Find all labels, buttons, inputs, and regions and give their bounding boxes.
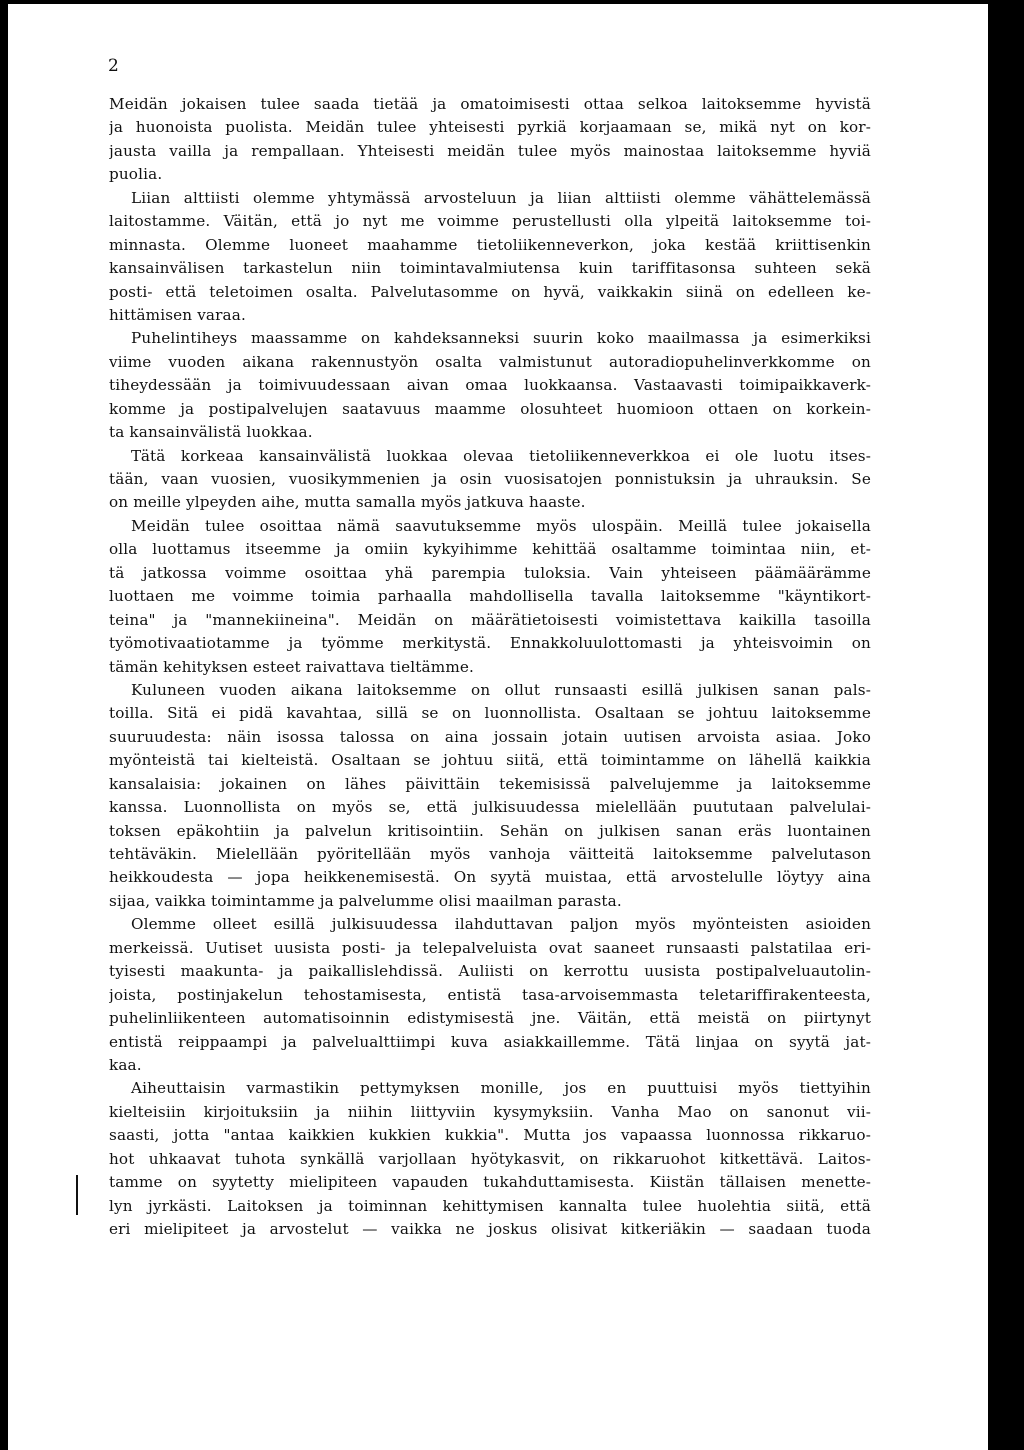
scan-border-right xyxy=(988,18,1004,1450)
text-line: posti- että teletoimen osalta. Palvelutasomme on hyvä, vaikkakin siinä on edelleen ke- xyxy=(109,282,871,301)
text-line: myönteistä tai kielteistä. Osaltaan se johtuu siitä, että toimintamme on lähellä kaikkia xyxy=(109,751,871,770)
text-line: kansainvälisen tarkastelun niin toimintavalmiutensa kuin tariffitasonsa suhteen sekä xyxy=(109,259,871,278)
text-line: lyn jyrkästi. Laitoksen ja toiminnan kehittymisen kannalta tulee huolehtia siitä, että xyxy=(109,1196,871,1215)
text-line: tään, vaan vuosien, vuosikymmenien ja osin vuosisatojen ponnistuksin ja uhrauksin. Se xyxy=(109,470,871,488)
text-line: olla luottamus itseemme ja omiin kykyihimme kehittää osaltamme toimintaa niin, et- xyxy=(109,540,871,559)
text-line: tehtäväkin. Mielellään pyöritellään myös vanhoja väitteitä laitoksemme palvelutason xyxy=(109,845,871,863)
text-line: Aiheuttaisin varmastikin pettymyksen monille, jos en puuttuisi myös tiettyihin xyxy=(131,1079,871,1098)
text-line: on meille ylpeyden aihe, mutta samalla myös jatkuva haaste. xyxy=(109,493,586,512)
text-line: tyisesti maakunta- ja paikallislehdissä. Auliisti on kerrottu uusista postipalveluautolin- xyxy=(109,962,871,981)
text-line: sijaa, vaikka toimintamme ja palvelumme olisi maailman parasta. xyxy=(109,891,622,910)
text-line: puolia. xyxy=(109,165,163,184)
text-line: viime vuoden aikana rakennustyön osalta valmistunut autoradiopuhelinverkkomme on xyxy=(109,352,871,371)
text-line: Kuluneen vuoden aikana laitoksemme on ollut runsaasti esillä julkisen sanan pals- xyxy=(131,680,871,699)
text-line: luottaen me voimme toimia parhaalla mahdollisella tavalla laitoksemme "käyntikort- xyxy=(109,587,871,606)
text-line: tiheydessään ja toimivuudessaan aivan omaa luokkaansa. Vastaavasti toimipaikkaverk- xyxy=(109,376,871,395)
text-line: eri mielipiteet ja arvostelut — vaikka ne joskus olisivat kitkeriäkin — saadaan tuoda xyxy=(109,1220,871,1238)
text-line: saasti, jotta "antaa kaikkien kukkien kukkia". Mutta jos vapaassa luonnossa rikkaruo- xyxy=(109,1126,871,1145)
text-line: kaa. xyxy=(109,1055,142,1074)
text-line: työmotivaatiotamme ja työmme merkitystä. Ennakkoluulottomasti ja yhteisvoimin on xyxy=(109,634,871,653)
text-line: joista, postinjakelun tehostamisesta, entistä tasa-arvoisemmasta teletariffirakenteesta, xyxy=(109,985,871,1004)
text-line: Liian alttiisti olemme yhtymässä arvosteluun ja liian alttiisti olemme vähättelemässä xyxy=(131,188,871,207)
text-line: hittämisen varaa. xyxy=(109,305,246,324)
body-text xyxy=(109,93,871,1241)
text-line: entistä reippaampi ja palvelualttiimpi kuva asiakkaillemme. Tätä linjaa on syytä jat- xyxy=(109,1032,871,1051)
text-line: merkeissä. Uutiset uusista posti- ja telepalveluista ovat saaneet runsaasti palstatilaa eri- xyxy=(109,938,871,957)
text-line: hot uhkaavat tuhota synkällä varjollaan hyötykasvit, on rikkaruohot kitkettävä. Laitos- xyxy=(109,1149,871,1168)
text-line: tämän kehityksen esteet raivattava tieltämme. xyxy=(109,657,474,676)
page-number: 2 xyxy=(108,56,119,76)
text-line: laitostamme. Väitän, että jo nyt me voimme perustellusti olla ylpeitä laitoksemme toi- xyxy=(109,212,871,231)
text-line: Tätä korkeaa kansainvälistä luokkaa olevaa tietoliikenneverkkoa ei ole luotu itses- xyxy=(131,446,871,465)
text-line: suuruudesta: näin isossa talossa on aina jossain jotain uutisen arvoista asiaa. Joko xyxy=(109,727,871,746)
text-line: toksen epäkohtiin ja palvelun kritisointiin. Sehän on julkisen sanan eräs luontainen xyxy=(109,821,871,840)
text-line: Meidän jokaisen tulee saada tietää ja omatoimisesti ottaa selkoa laitoksemme hyvistä xyxy=(109,95,871,113)
text-line: tamme on syytetty mielipiteen vapauden tukahduttamisesta. Kiistän tällaisen menette- xyxy=(109,1173,871,1192)
text-line: minnasta. Olemme luoneet maahamme tietoliikenneverkon, joka kestää kriittisenkin xyxy=(109,235,871,254)
text-line: kielteisiin kirjoituksiin ja niihin liittyviin kysymyksiin. Vanha Mao on sanonut vii- xyxy=(109,1102,871,1121)
text-line: kansalaisia: jokainen on lähes päivittäin tekemisissä palvelujemme ja laitoksemme xyxy=(109,774,871,793)
text-line: Olemme olleet esillä julkisuudessa ilahduttavan paljon myös myönteisten asioiden xyxy=(131,915,871,934)
text-line: teina" ja "mannekiineina". Meidän on määrätietoisesti voimistettava kaikilla tasoilla xyxy=(109,610,871,629)
text-line: ta kansainvälistä luokkaa. xyxy=(109,423,313,442)
scan-border-left xyxy=(0,0,8,1450)
text-line: jausta vailla ja rempallaan. Yhteisesti meidän tulee myös mainostaa laitoksemme hyviä xyxy=(109,141,871,160)
text-line: Meidän tulee osoittaa nämä saavutuksemme myös ulospäin. Meillä tulee jokaisella xyxy=(131,516,871,535)
text-line: tä jatkossa voimme osoittaa yhä parempia tuloksia. Vain yhteiseen päämäärämme xyxy=(109,563,871,582)
text-line: kanssa. Luonnollista on myös se, että julkisuudessa mielellään puututaan palvelulai- xyxy=(109,798,871,817)
text-line: ja huonoista puolista. Meidän tulee yhteisesti pyrkiä korjaamaan se, mikä nyt on kor- xyxy=(109,118,871,137)
text-line: puhelinliikenteen automatisoinnin edistymisestä jne. Väitän, että meistä on piirtynyt xyxy=(109,1009,871,1028)
text-line: Puhelintiheys maassamme on kahdeksanneksi suurin koko maailmassa ja esimerkiksi xyxy=(131,329,871,348)
text-line: komme ja postipalvelujen saatavuus maamme olosuhteet huomioon ottaen on korkein- xyxy=(109,399,871,418)
text-line: toilla. Sitä ei pidä kavahtaa, sillä se on luonnollista. Osaltaan se johtuu laitoksemme xyxy=(109,704,871,723)
text-line: heikkoudesta — jopa heikkenemisestä. On syytä muistaa, että arvostelulle löytyy aina xyxy=(109,868,871,887)
margin-line-mark xyxy=(76,1175,78,1215)
